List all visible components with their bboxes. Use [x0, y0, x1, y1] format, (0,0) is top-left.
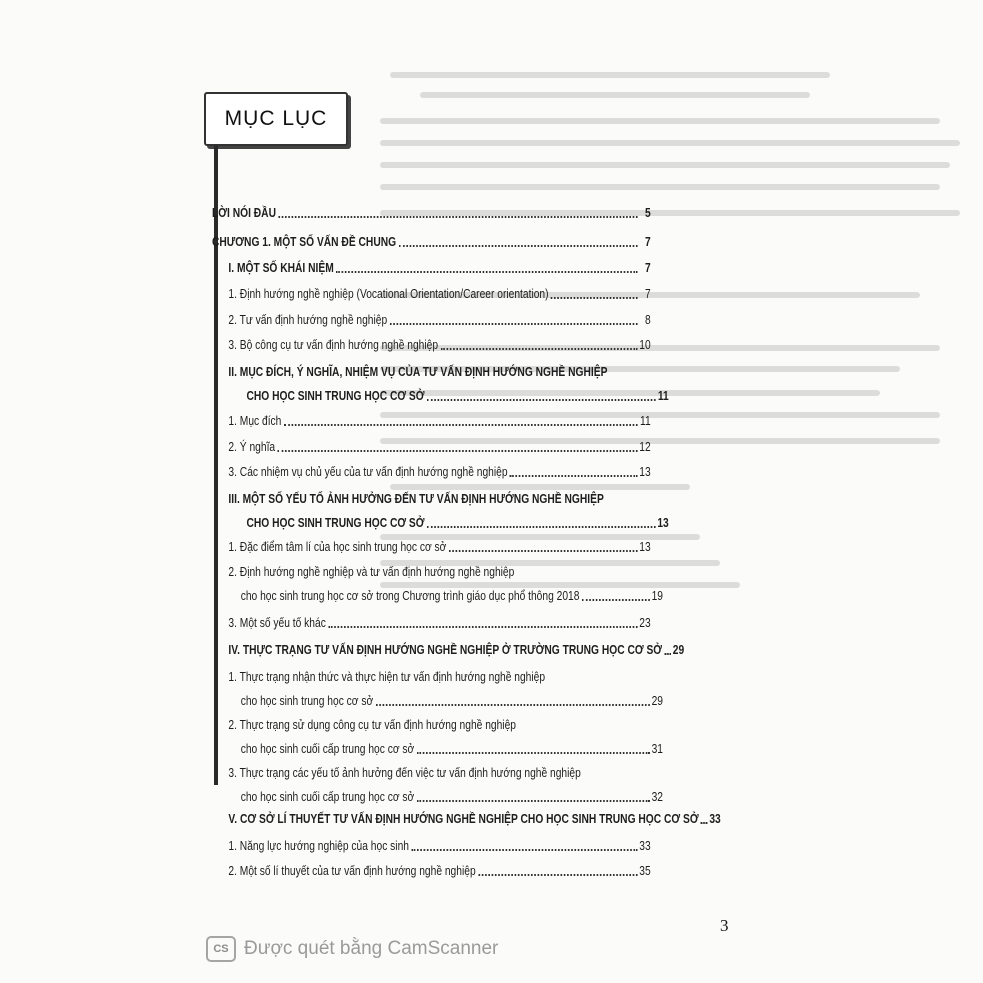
toc-entry[interactable] — [212, 839, 651, 854]
entry-label: IV. THỰC TRẠNG TƯ VẤN ĐỊNH HƯỚNG NGHỀ NGHIỆP Ở TRƯỜNG TRUNG HỌC CƠ SỞ — [228, 643, 663, 657]
entry-page: 13 — [639, 540, 651, 554]
entry-label: 3. Các nhiệm vụ chủ yếu của tư vấn định hướng nghề nghiệp — [228, 465, 508, 479]
entry-label: 1. Đặc điểm tâm lí của học sinh trung học cơ sở — [228, 540, 447, 554]
toc-entry-section-v[interactable] — [212, 812, 721, 827]
entry-page: 7 — [644, 261, 651, 275]
entry-page: 33 — [709, 812, 721, 826]
entry-title-line: 1. Thực trạng nhận thức và thực hiện tư vấn định hướng nghề nghiệp — [228, 670, 546, 684]
entry-label: cho học sinh trung học cơ sở — [240, 694, 374, 708]
toc-entry[interactable] — [212, 338, 651, 353]
toc-entry[interactable] — [212, 287, 651, 302]
entry-label: CHO HỌC SINH TRUNG HỌC CƠ SỞ — [246, 516, 425, 530]
entry-page: 5 — [644, 206, 651, 220]
entry-label: 3. Một số yếu tố khác — [228, 616, 326, 630]
entry-page: 11 — [640, 414, 651, 428]
entry-label: V. CƠ SỞ LÍ THUYẾT TƯ VẤN ĐỊNH HƯỚNG NGHỀ NGHIỆP CHO HỌC SINH TRUNG HỌC CƠ SỞ — [228, 812, 699, 826]
entry-title-line: II. MỤC ĐÍCH, Ý NGHĨA, NHIỆM VỤ CỦA TƯ VẤN ĐỊNH HƯỚNG NGHỀ NGHIỆP — [228, 365, 608, 379]
watermark-text: Được quét bằng CamScanner — [244, 938, 499, 959]
toc-entry[interactable] — [212, 440, 651, 455]
entry-page: 32 — [651, 790, 663, 804]
toc-entry[interactable] — [212, 565, 663, 604]
entry-page: 29 — [672, 643, 685, 657]
toc-entry[interactable] — [212, 766, 663, 805]
toc-entry[interactable] — [212, 616, 651, 631]
page-number: 3 — [720, 916, 729, 935]
entry-label: cho học sinh cuối cấp trung học cơ sở — [240, 742, 415, 756]
toc-entry-preface[interactable] — [212, 206, 651, 221]
toc-entry[interactable] — [212, 670, 663, 709]
entry-label: 1. Năng lực hướng nghiệp của học sinh — [228, 839, 409, 853]
toc-entry-section-iv[interactable] — [212, 643, 685, 658]
entry-page: 10 — [639, 338, 651, 352]
toc-entry[interactable] — [212, 313, 651, 328]
toc-heading: MỤC LỤC — [224, 107, 328, 130]
entry-page: 7 — [644, 287, 651, 301]
entry-label: 2. Ý nghĩa — [228, 440, 276, 454]
entry-page: 31 — [651, 742, 663, 756]
entry-label: I. MỘT SỐ KHÁI NIỆM — [228, 261, 334, 275]
entry-title-line: 3. Thực trạng các yếu tố ảnh hưởng đến việc tư vấn định hướng nghề nghiệp — [228, 766, 581, 780]
entry-label: 2. Một số lí thuyết của tư vấn định hướng nghề nghiệp — [228, 864, 476, 878]
entry-label: CHO HỌC SINH TRUNG HỌC CƠ SỞ — [246, 389, 425, 403]
entry-label: CHƯƠNG 1. MỘT SỐ VẤN ĐỀ CHUNG — [212, 235, 397, 249]
toc-entry[interactable] — [212, 414, 651, 429]
entry-label: 3. Bộ công cụ tư vấn định hướng nghề nghiệp — [228, 338, 439, 352]
entry-page: 23 — [639, 616, 651, 630]
toc-entry-chapter-1[interactable] — [212, 235, 651, 250]
entry-label: 2. Tư vấn định hướng nghề nghiệp — [228, 313, 388, 327]
toc-entry-section-i[interactable] — [212, 261, 651, 276]
entry-title-line: 2. Thực trạng sử dụng công cụ tư vấn định hướng nghề nghiệp — [228, 718, 516, 732]
entry-page: 19 — [651, 589, 663, 603]
entry-page: 33 — [639, 839, 651, 853]
toc-entry[interactable] — [212, 864, 651, 879]
entry-label: LỜI NÓI ĐẦU — [212, 206, 276, 220]
entry-label: 1. Mục đích — [228, 414, 282, 428]
entry-page: 7 — [644, 235, 651, 249]
entry-label: cho học sinh cuối cấp trung học cơ sở — [240, 790, 415, 804]
table-of-contents — [212, 0, 721, 983]
toc-entry-section-iii[interactable] — [212, 492, 669, 531]
entry-page: 35 — [639, 864, 651, 878]
toc-entry[interactable] — [212, 718, 663, 757]
camscanner-logo-icon: CS — [206, 936, 236, 962]
entry-page: 11 — [657, 389, 669, 403]
entry-title-line: 2. Định hướng nghề nghiệp và tư vấn định hướng nghề nghiệp — [228, 565, 515, 579]
entry-page: 12 — [639, 440, 651, 454]
entry-title-line: III. MỘT SỐ YẾU TỐ ẢNH HƯỞNG ĐẾN TƯ VẤN ĐỊNH HƯỚNG NGHỀ NGHIỆP — [228, 492, 604, 506]
toc-entry[interactable] — [212, 540, 651, 555]
toc-entry-section-ii[interactable] — [212, 365, 669, 404]
entry-label: cho học sinh trung học cơ sở trong Chương trình giáo dục phổ thông 2018 — [240, 589, 580, 603]
entry-page: 29 — [651, 694, 663, 708]
entry-label: 1. Định hướng nghề nghiệp (Vocational Orientation/Career orientation) — [228, 287, 549, 301]
entry-page: 13 — [639, 465, 651, 479]
entry-page: 13 — [657, 516, 669, 530]
camscanner-watermark — [206, 936, 498, 962]
toc-entry[interactable] — [212, 465, 651, 480]
entry-page: 8 — [644, 313, 651, 327]
